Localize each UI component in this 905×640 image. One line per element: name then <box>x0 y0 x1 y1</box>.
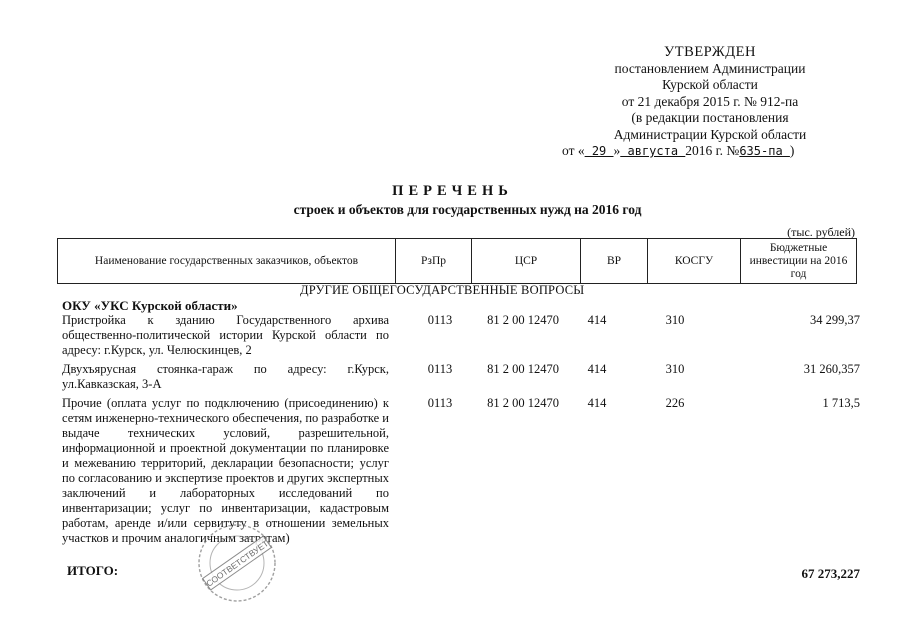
row-1-sum: 34 299,37 <box>810 313 860 327</box>
row-2-csr: 81 2 00 12470 <box>487 362 559 376</box>
row-2-sum: 31 260,357 <box>803 362 860 376</box>
document-subtitle: строек и объектов для государственных нужд на 2016 год <box>293 202 642 217</box>
date-mid: » <box>613 143 621 158</box>
date-year: 2016 г. № <box>685 143 740 158</box>
header-vr: ВР <box>581 239 648 284</box>
date-prefix: от « <box>562 143 585 158</box>
row-3-rzpr: 0113 <box>427 396 453 410</box>
units-note: (тыс. рублей) <box>787 225 855 239</box>
row-2-name: Двухъярусная стоянка-гараж по адресу: г.Курск, ул.Кавказская, 3-А <box>62 362 389 391</box>
organization-name: ОКУ «УКС Курской области» <box>62 298 238 313</box>
date-month: августа <box>620 144 686 158</box>
total-label: ИТОГО: <box>67 563 119 578</box>
resolution-number: 635-па <box>739 144 790 158</box>
stamp-seal <box>196 522 278 604</box>
header-name: Наименование государственных заказчиков, объектов <box>58 239 396 284</box>
row-3-csr: 81 2 00 12470 <box>487 396 559 410</box>
approval-block <box>560 44 860 160</box>
row-1-name: Пристройка к зданию Государственного архива общественно-политической истории Курской области по адресу: г.Курск, ул. Челюскинцев, 2 <box>62 313 389 357</box>
row-3-sum: 1 713,5 <box>822 396 860 410</box>
revision-date-line <box>560 143 860 160</box>
row-1-csr: 81 2 00 12470 <box>487 313 559 327</box>
approval-line-4: (в редакции постановления <box>631 110 789 125</box>
svg-text:СООТВЕТСТВУЕТ: СООТВЕТСТВУЕТ <box>204 538 271 589</box>
row-2-vr: 414 <box>587 362 607 376</box>
date-day: 29 <box>584 144 614 158</box>
approval-line-5: Администрации Курской области <box>613 126 807 142</box>
row-1-kosgu: 310 <box>665 313 685 327</box>
row-1-vr: 414 <box>587 313 607 327</box>
approval-line-1: постановлением Администрации <box>614 60 806 76</box>
row-1-rzpr: 0113 <box>427 313 453 327</box>
approval-line-2: Курской области <box>662 77 758 92</box>
approval-heading: УТВЕРЖДЕН <box>664 44 756 60</box>
table-header <box>57 238 857 284</box>
row-3-name: Прочие (оплата услуг по подключению (присоединению) к сетям инженерно-технического обеспечения, по разработке и выдаче технических условий, разрешительной, информационной и проектной документации по планировке и межеванию территорий, декларации безопасности; услуг по согласованию и экспертизе проектов и других экспертных заключений и лабораторных исследований по инвентаризации; услуг по инвентаризации, кадастровым работам, аренде и/или сервитуту в отношении земельных участков и прочим аналогичным затратам) <box>62 396 389 545</box>
total-value: 67 273,227 <box>801 566 860 581</box>
header-investments: Бюджетные инвестиции на 2016 год <box>741 239 857 284</box>
row-3-kosgu: 226 <box>665 396 685 410</box>
section-title: ДРУГИЕ ОБЩЕГОСУДАРСТВЕННЫЕ ВОПРОСЫ <box>300 283 585 297</box>
date-suffix: ) <box>789 143 795 158</box>
approval-line-3: от 21 декабря 2015 г. № 912-па <box>621 93 799 109</box>
row-2-rzpr: 0113 <box>427 362 453 376</box>
header-csr: ЦСР <box>472 239 581 284</box>
row-3-vr: 414 <box>587 396 607 410</box>
row-2-kosgu: 310 <box>665 362 685 376</box>
header-kosgu: КОСГУ <box>648 239 741 284</box>
document-title: ПЕРЕЧЕНЬ <box>392 183 513 199</box>
header-rzpr: РзПр <box>396 239 472 284</box>
